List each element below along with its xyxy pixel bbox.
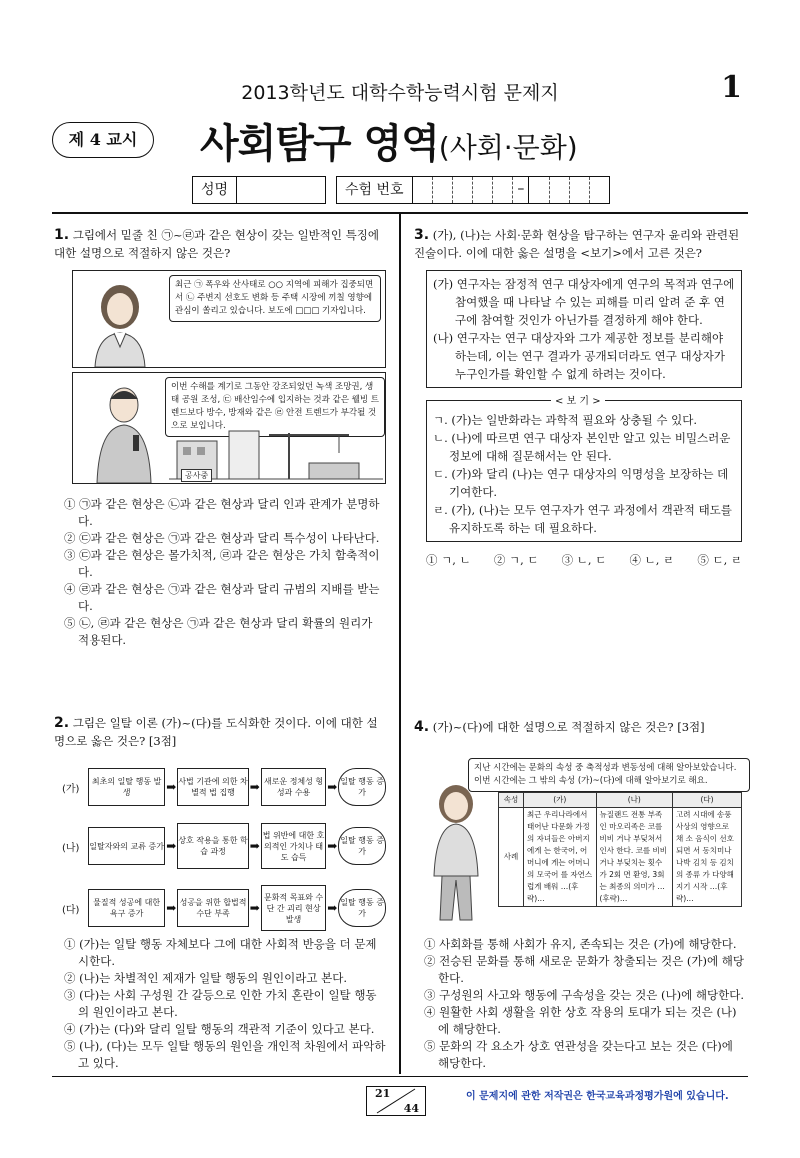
q2-row-ga: (가) 최초의 일탈 행동 발생 ➡ 사법 기관에 의한 차별적 법 집행 ➡ 새로운 정체성 형성과 수용 ➡ 일탈 행동 증가 xyxy=(62,762,386,812)
q2-da-box-4: 일탈 행동 증가 xyxy=(338,889,386,927)
q2-ga-box-1: 최초의 일탈 행동 발생 xyxy=(88,768,166,806)
q1-panel-2 xyxy=(72,372,386,484)
q3-bogi-1: ㄱ. (가)는 일반화라는 과학적 필요와 상충될 수 있다. xyxy=(433,413,698,427)
name-label: 성명 xyxy=(193,177,237,203)
q3-choice-4[interactable]: ④ ㄴ, ㄹ xyxy=(629,553,675,567)
q2-na-box-4: 일탈 행동 증가 xyxy=(338,827,386,865)
q1-bubble-1: 최근 ㉠ 폭우와 산사태로 ○○ 지역에 피해가 집중되면서 ㉡ 주변지 선호도 변화 등 주택 시장에 끼칠 영향에 관심이 쏠리고 있습니다. 보도에 □□□ 기자입니다. xyxy=(169,275,381,322)
q3-bogi-box xyxy=(426,396,742,542)
q2-choice-4[interactable]: ④ (가)는 (다)와 달리 일탈 행동의 객관적 기준이 있다고 본다. xyxy=(64,1022,375,1036)
q3-bogi-2: ㄴ. (나)에 따르면 연구 대상자 본인만 알고 있는 비밀스러운 정보에 대해 질문해서는 안 된다. xyxy=(433,431,731,463)
q2-choice-3[interactable]: ③ (다)는 사회 구성원 간 갈등으로 인한 가치 혼란이 일탈 행동의 원인이라고 본다. xyxy=(64,988,377,1019)
q3-statement-na: (나) 연구자는 연구 대상자와 그가 제공한 정보를 분리해야 하는데, 이는 연구 결과가 공개되더라도 연구 대상자가 누구인가를 확인할 수 없게 하려는 것이다. xyxy=(433,331,725,381)
table-header-ga: (가) xyxy=(524,793,597,808)
question-4-stem: 4. (가)~(다)에 대한 설명으로 적절하지 않은 것은? [3점] xyxy=(414,719,705,735)
page-counter xyxy=(366,1086,426,1116)
q1-choice-5[interactable]: ⑤ ㉡, ㉣과 같은 현상은 ㉠과 같은 현상과 달리 확률의 원리가 적용된다. xyxy=(64,616,373,647)
table-header-da: (다) xyxy=(673,793,742,808)
q1-panel-1 xyxy=(72,270,386,368)
q2-da-box-2: 성공을 위한 합법적 수단 부족 xyxy=(177,889,249,927)
bottom-rule xyxy=(52,1076,748,1077)
exam-number-label: 수험 번호 xyxy=(337,177,413,203)
reporter-woman-icon xyxy=(85,277,155,367)
q3-statement-ga: (가) 연구자는 잠정적 연구 대상자에게 연구의 목적과 연구에 참여했을 때 나타날 수 있는 피해를 미리 알려 준 후 연구에 참여할 것인가 아닌가를 결정하게 해야 한다. xyxy=(433,277,735,327)
q4-choice-4[interactable]: ④ 원활한 사회 생활을 위한 상호 작용의 토대가 되는 것은 (나)에 해당한다. xyxy=(424,1005,737,1036)
q2-diagram xyxy=(62,762,386,936)
q2-na-box-1: 일탈자와의 교류 증가 xyxy=(88,827,166,865)
q2-da-box-1: 물질적 성공에 대한 욕구 증가 xyxy=(88,889,166,927)
subject-main: 사회탐구 영역 xyxy=(200,121,439,167)
table-row-label: 사례 xyxy=(499,808,524,907)
q4-choice-5[interactable]: ⑤ 문화의 각 요소가 상호 연관성을 갖는다고 보는 것은 (다)에 해당한다. xyxy=(424,1039,733,1070)
q2-row-da: (다) 물질적 성공에 대한 욕구 증가 ➡ 성공을 위한 합법적 수단 부족 ➡ 문화적 목표와 수단 간 괴리 현상 발생 ➡ 일탈 행동 증가 xyxy=(62,880,386,936)
q4-bubble: 지난 시간에는 문화의 속성 중 축적성과 변동성에 대해 알아보았습니다. 이번 시간에는 그 밖의 속성 (가)~(다)에 대해 알아보기로 해요. xyxy=(468,758,750,792)
q2-na-box-3: 법 위반에 대한 호의적인 가치나 태도 습득 xyxy=(261,823,327,869)
building-sign: 공사중 xyxy=(181,469,212,482)
q2-da-box-3: 문화적 목표와 수단 간 괴리 현상 발생 xyxy=(261,885,327,931)
q1-choices xyxy=(64,496,386,649)
q3-choice-2[interactable]: ② ㄱ, ㄷ xyxy=(493,553,539,567)
q4-choices xyxy=(424,936,746,1072)
exam-title: 2013학년도 대학수학능력시험 문제지 xyxy=(241,82,559,104)
q3-choice-3[interactable]: ③ ㄴ, ㄷ xyxy=(561,553,607,567)
q3-choice-1[interactable]: ① ㄱ, ㄴ xyxy=(426,553,471,567)
q4-choice-2[interactable]: ② 전승된 문화를 통해 새로운 문화가 창출되는 것은 (가)에 해당한다. xyxy=(424,954,744,985)
question-1-stem: 1. 그림에서 밑줄 친 ㉠~㉣과 같은 현상이 갖는 일반적인 특징에 대한 설명으로 적절하지 않은 것은? xyxy=(54,227,379,260)
page-number: 1 xyxy=(721,70,742,105)
q2-row-na: (나) 일탈자와의 교류 증가 ➡ 상호 작용을 통한 학습 과정 ➡ 법 위반에 대한 호의적인 가치나 태도 습득 ➡ 일탈 행동 증가 xyxy=(62,818,386,874)
q2-ga-box-4: 일탈 행동 증가 xyxy=(338,768,386,806)
page-total: 44 xyxy=(403,1102,419,1115)
table-row xyxy=(499,808,742,907)
question-2-stem: 2. 그림은 일탈 이론 (가)~(다)를 도식화한 것이다. 이에 대한 설명으로 옳은 것은? [3점] xyxy=(54,715,378,748)
q3-bogi-4: ㄹ. (가), (나)는 모두 연구자가 연구 과정에서 객관적 태도를 유지하도록 하는 데 필요하다. xyxy=(433,503,732,535)
copyright-notice: 이 문제지에 관한 저작권은 한국교육과정평가원에 있습니다. xyxy=(466,1091,729,1102)
q3-statement-box xyxy=(426,270,742,388)
name-field xyxy=(192,176,326,204)
table-cell-da: 고려 시대에 송풍 사상의 영향으로 채 소 음식이 선호되면 서 동치미나 나박 김치 등 김치의 종류 가 다양해지기 시작 …(후략)… xyxy=(673,808,742,907)
page-current: 21 xyxy=(375,1087,391,1100)
question-3-stem: 3. (가), (나)는 사회·문화 현상을 탐구하는 연구자 윤리와 관련된 진술이다. 이에 대한 옳은 설명을 <보기>에서 고른 것은? xyxy=(414,227,740,260)
q2-choices xyxy=(64,936,386,1072)
q4-choice-3[interactable]: ③ 구성원의 사고와 행동에 구속성을 갖는 것은 (나)에 해당한다. xyxy=(424,988,744,1002)
table-header-attr: 속성 xyxy=(499,793,524,808)
q3-bogi-3: ㄷ. (가)와 달리 (나)는 연구 대상자의 익명성을 보장하는 데 기여한다. xyxy=(433,467,729,499)
reporter-man-icon xyxy=(89,379,159,483)
q2-na-box-2: 상호 작용을 통한 학습 과정 xyxy=(177,823,249,869)
q3-choice-5[interactable]: ⑤ ㄷ, ㄹ xyxy=(697,553,742,567)
subject-sub: (사회·문화) xyxy=(438,131,578,164)
subject-title xyxy=(200,112,578,169)
period-badge: 제 4 교시 xyxy=(52,122,154,158)
q1-choice-4[interactable]: ④ ㉣과 같은 현상은 ㉠과 같은 현상과 달리 규범의 지배를 받는다. xyxy=(64,582,380,613)
q1-choice-2[interactable]: ② ㉢과 같은 현상은 ㉠과 같은 현상과 달리 특수성이 나타난다. xyxy=(64,531,380,545)
q4-choice-1[interactable]: ① 사회화를 통해 사회가 유지, 존속되는 것은 (가)에 해당한다. xyxy=(424,937,737,951)
q2-choice-1[interactable]: ① (가)는 일탈 행동 자체보다 그에 대한 사회적 반응을 더 문제시한다. xyxy=(64,937,377,968)
q2-choice-5[interactable]: ⑤ (나), (다)는 모두 일탈 행동의 원인을 개인적 차원에서 파악하고 있다. xyxy=(64,1039,386,1070)
table-header-row xyxy=(499,793,742,808)
q1-choice-3[interactable]: ③ ㉢과 같은 현상은 몰가치적, ㉣과 같은 현상은 가치 함축적이다. xyxy=(64,548,380,579)
q2-ga-box-3: 새로운 정체성 형성과 수용 xyxy=(261,768,327,806)
table-header-na: (나) xyxy=(596,793,673,808)
table-cell-ga: 최근 우리나라에서 태어난 다문화 가정의 자녀들은 아버지에게 는 한국어, 어머니에 게는 어머니의 모국어 를 자연스럽게 배워 …(후략)… xyxy=(524,808,597,907)
q1-bubble-2: 이번 수해를 계기로 그동안 강조되었던 녹색 조망권, 생태 공원 조성, ㉢ 배산임수에 입지하는 것과 같은 웰빙 트렌드보다 방수, 방재와 같은 ㉣ 안전 트렌드가 부각될 것으로 보입니다. xyxy=(165,377,385,437)
q3-choices xyxy=(426,552,742,569)
q1-choice-1[interactable]: ① ㉠과 같은 현상은 ㉡과 같은 현상과 달리 인과 관계가 분명하다. xyxy=(64,497,380,528)
exam-number-field: 수험 번호 – xyxy=(336,176,610,204)
q2-ga-box-2: 사법 기관에 의한 차별적 법 집행 xyxy=(177,768,249,806)
q4-culture-table xyxy=(498,792,742,907)
column-divider xyxy=(399,214,401,1074)
q3-bogi-title: < 보 기 > xyxy=(551,393,605,411)
q2-choice-2[interactable]: ② (나)는 차별적인 제재가 일탈 행동의 원인이라고 본다. xyxy=(64,971,348,985)
table-cell-na: 뉴질랜드 전통 부족인 마오리족은 코를 비비 거나 부딪쳐서 인사 한다. 코를 비비거나 부딪치는 횟수가 2회 면 환영, 3회는 최종의 의미가 …(후략)… xyxy=(596,808,673,907)
teacher-woman-icon xyxy=(420,780,490,926)
